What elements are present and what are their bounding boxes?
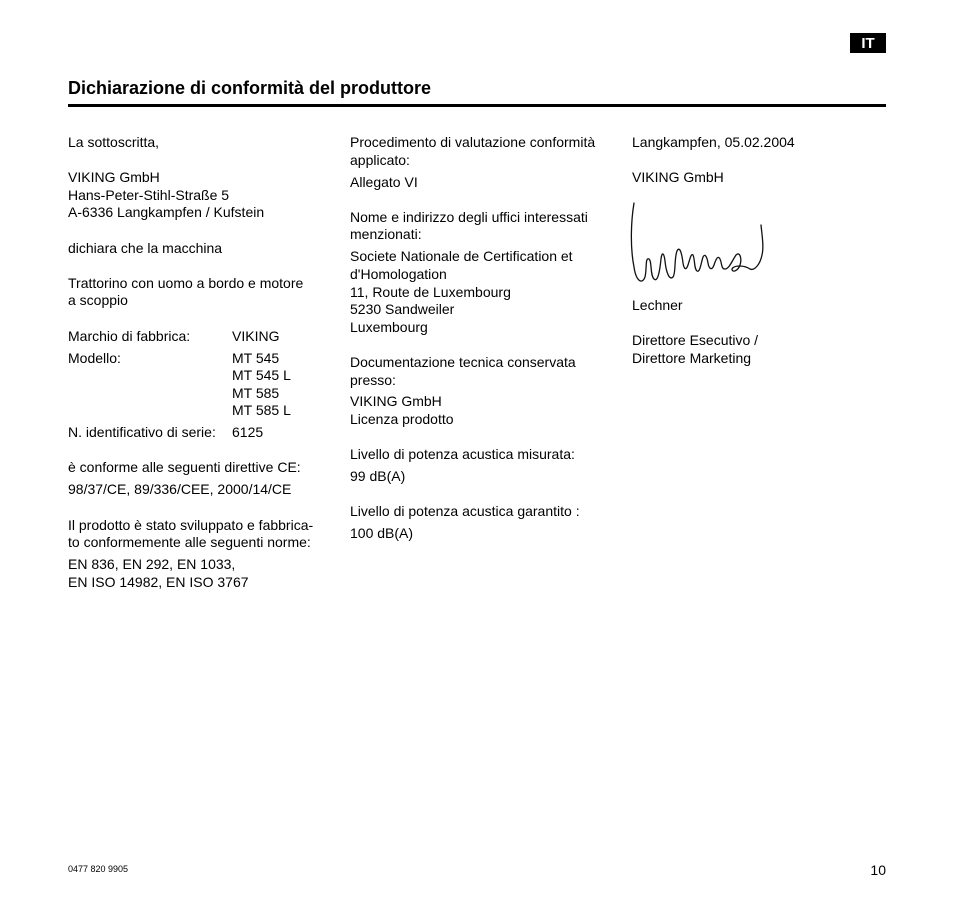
procedure-label-line2: applicato:	[350, 151, 410, 168]
model-item: MT 585	[232, 384, 280, 401]
company-city: A-6336 Langkampfen / Kufstein	[68, 204, 265, 221]
company-street: Hans-Peter-Stihl-Straße 5	[68, 186, 230, 203]
office-label-line2: menzionati:	[350, 226, 422, 243]
model-row	[68, 350, 338, 420]
serial-value: 6125	[232, 424, 264, 441]
model-item: MT 545 L	[232, 367, 291, 384]
brand-value: VIKING	[232, 327, 280, 344]
norms-label-line1: Il prodotto è stato sviluppato e fabbrica-	[68, 516, 314, 533]
machine-description-line2: a scoppio	[68, 292, 128, 309]
column-signature	[632, 134, 886, 367]
model-list	[232, 350, 338, 420]
page-title: Dichiarazione di conformità del produttore	[68, 78, 432, 98]
guaranteed-noise-label: Livello di potenza acustica garantito :	[350, 503, 580, 520]
docs-value-line2: Licenza prodotto	[350, 411, 454, 428]
guaranteed-noise-value: 100 dB(A)	[350, 525, 414, 542]
declares-text: dichiara che la macchina	[68, 239, 223, 256]
docs-value-line1: VIKING GmbH	[350, 393, 442, 410]
signer-role-line2: Direttore Marketing	[632, 349, 752, 366]
measured-noise-label: Livello di potenza acustica misurata:	[350, 446, 575, 463]
office-address-line: d'Homologation	[350, 265, 447, 282]
model-label: Modello:	[68, 349, 121, 366]
directives-value: 98/37/CE, 89/336/CEE, 2000/14/CE	[68, 481, 292, 498]
measured-noise-value: 99 dB(A)	[350, 468, 406, 485]
office-address-line: Luxembourg	[350, 318, 428, 335]
brand-row	[68, 328, 338, 346]
directives-label: è conforme alle seguenti direttive CE:	[68, 459, 301, 476]
machine-description-line1: Trattorino con uomo a bordo e motore	[68, 274, 304, 291]
norms-label-line2: to conformemente alle seguenti norme:	[68, 534, 311, 551]
page-number: 10	[870, 862, 886, 878]
language-badge: IT	[850, 33, 886, 53]
brand-label: Marchio di fabbrica:	[68, 327, 191, 344]
place-date: Langkampfen, 05.02.2004	[632, 134, 795, 150]
office-address-line: 5230 Sandweiler	[350, 301, 455, 318]
office-label-line1: Nome e indirizzo degli uffici interessati	[350, 208, 588, 225]
signer-name: Lechner	[632, 296, 683, 313]
serial-label: N. identificativo di serie:	[68, 424, 216, 441]
signer-role-line1: Direttore Esecutivo /	[632, 331, 759, 348]
model-item: MT 585 L	[232, 402, 291, 419]
document-number: 0477 820 9905	[68, 864, 129, 874]
column-manufacturer	[68, 134, 338, 591]
signature-company: VIKING GmbH	[632, 169, 724, 186]
company-name: VIKING GmbH	[68, 169, 160, 186]
serial-row	[68, 424, 338, 442]
handwritten-signature	[628, 199, 768, 291]
intro-text: La sottoscritta,	[68, 134, 160, 150]
procedure-value: Allegato VI	[350, 173, 418, 190]
office-address-line: 11, Route de Luxembourg	[350, 283, 511, 300]
docs-label-line2: presso:	[350, 371, 396, 388]
title-rule	[68, 104, 886, 107]
office-address-line: Societe Nationale de Certification et	[350, 248, 573, 265]
procedure-label-line1: Procedimento di valutazione conformità	[350, 134, 596, 150]
docs-label-line1: Documentazione tecnica conservata	[350, 353, 576, 370]
norms-value-line1: EN 836, EN 292, EN 1033,	[68, 556, 236, 573]
column-assessment	[350, 134, 612, 543]
model-item: MT 545	[232, 349, 280, 366]
norms-value-line2: EN ISO 14982, EN ISO 3767	[68, 573, 249, 590]
